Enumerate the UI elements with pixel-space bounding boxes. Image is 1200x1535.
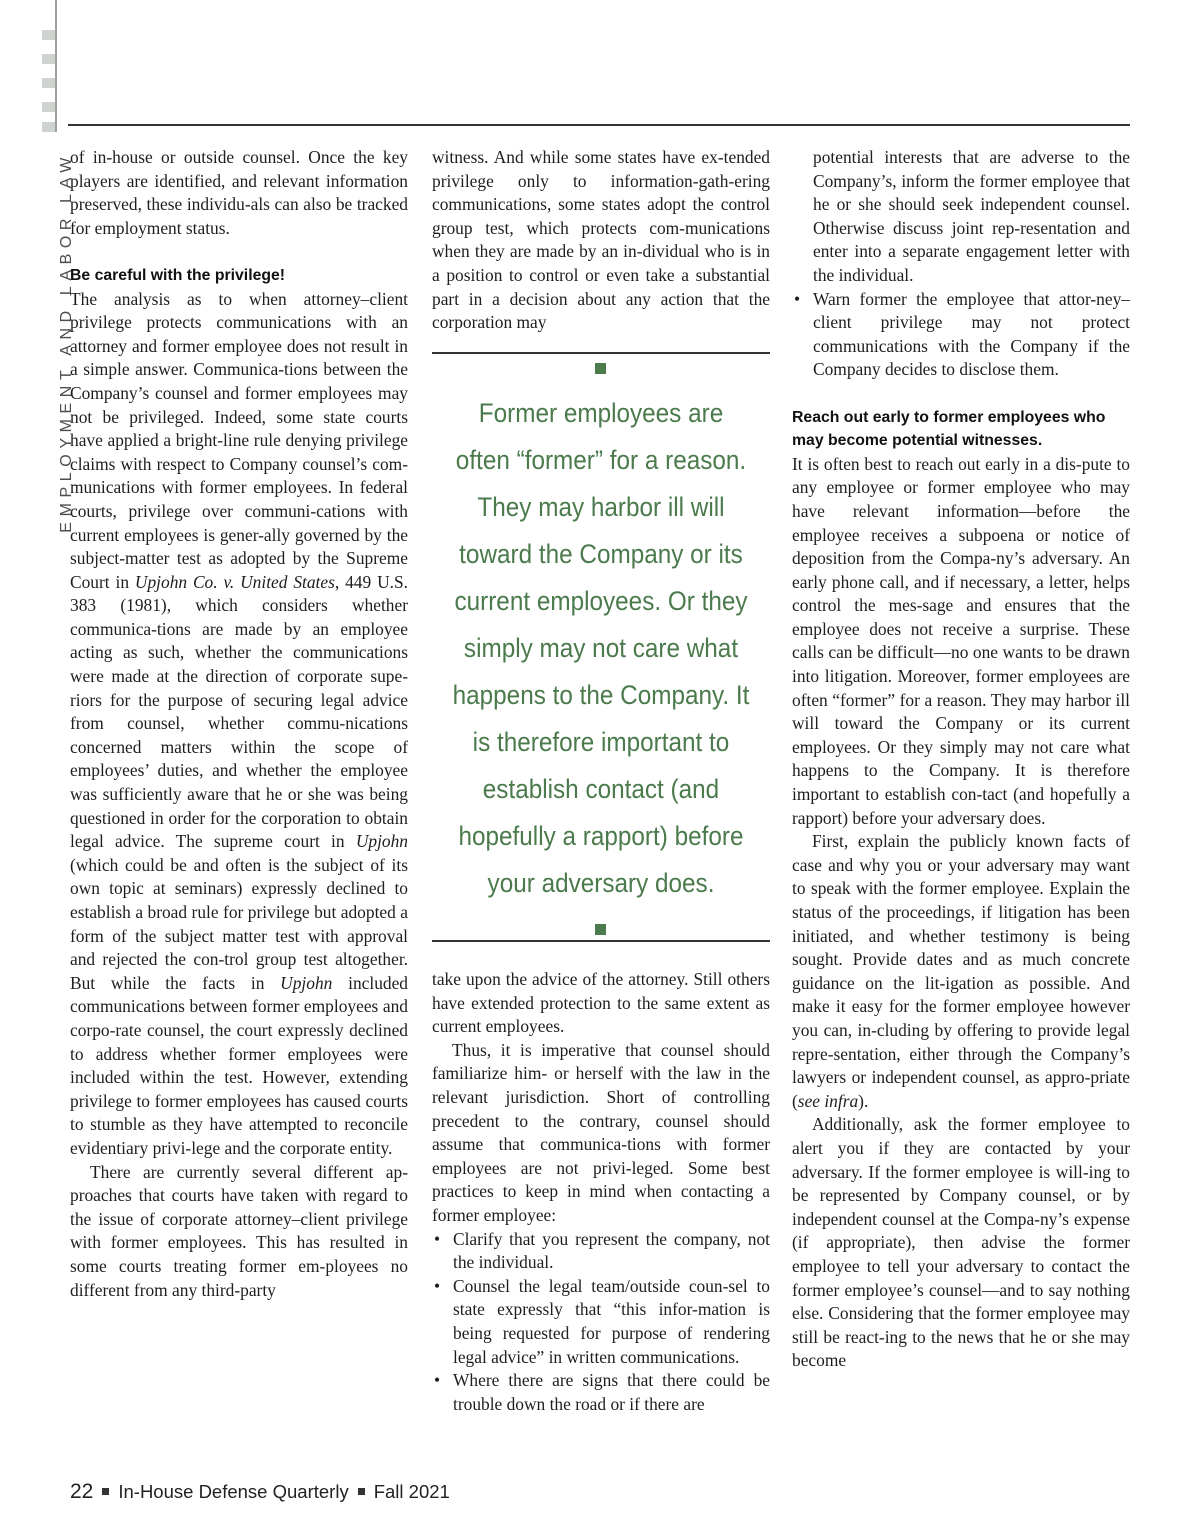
paragraph: Additionally, ask the former employee to alert you if they are contacted by your adversary. If the former employee is will-ing to be represented by Company counsel, or by independent counsel at the Compa-ny’s expense (if appropriate), then advise the former employee to tell your adversary to contact the former employee’s counsel—and to say nothing else. Considering that the former employee may still be react-ing to the news that he or she may become [792,1114,1130,1371]
case-citation: Upjohn [355,831,408,852]
column-2-continued [432,968,770,1416]
page-footer [70,1480,450,1504]
paragraph: The analysis as to when attorney–client privilege protects communications with an attorney and former employee does not result in a simple answer. Communica-tions between the Company’s counsel and former employees may not be privileged. Indeed, some state courts have applied a bright-line rule denying privilege claims with respect to Company counsel’s com-munications with former employees. In federal courts, privilege over communi-cations with current employees is gener-ally governed by the subject-matter test as adopted by the Supreme Court in Upjohn Co. v. United States, 449 U.S. 383 (1981), which considers whether communica-tions are made by an employee acting as such, whether the communications were made at the direction of corporate supe-riors for the purpose of securing legal advice from counsel, whether commu-nications concerned matters within the scope of employees’ duties, and whether the employee was sufficiently aware that he or she was being questioned in order for the corporation to obtain legal advice. The supreme court in Upjohn (which could be and often is the subject of its own topic at seminars) expressly declined to establish a broad rule for privilege but adopted a form of the subject matter test with approval and rejected the con-trol group test altogether. But while the facts in Upjohn included communications between former employees and corpo-rate counsel, the court expressly declined to address whether former employees were included within the test. However, extending privilege to former employees has caused courts to stumble as they have attempted to reconcile evidentiary privi-lege and the corporate entity. [70,288,409,1158]
separator-square-icon [358,1488,365,1495]
separator-square-icon [102,1488,109,1495]
column-1 [70,146,408,1302]
column-2 [432,146,770,335]
top-rule [68,124,1130,126]
list-item: • Counsel the legal team/outside coun-sel to state expressly that “this infor-mation is being requested for purpose of rendering legal advice” in written communications. [432,1275,770,1369]
section-heading: Reach out early to former employees who may become potential witnesses. [792,408,1106,450]
pullquote-square-icon [595,924,606,935]
list-item: • Where there are signs that there could be trouble down the road or if there are [432,1369,770,1416]
section-heading: Be careful with the privilege! [70,266,286,284]
publication-name: In-House Defense Quarterly [118,1481,349,1502]
side-ruler-decoration [42,0,56,132]
issue-date: Fall 2021 [373,1481,450,1502]
pullquote-top-rule [432,352,770,354]
list-item: • Clarify that you represent the company, not the individual. [432,1228,770,1275]
paragraph: It is often best to reach out early in a dis-pute to any employee or former employee who may have relevant information—before the employee receives a subpoena or notice of deposition from the Compa-ny’s adversary. An early phone call, and if necessary, a letter, helps control the mes-sage and ensures that the employee does not receive a surprise. These calls can be difficult—no one wants to be drawn into litigation. Moreover, former employees are often “former” for a reason. They may harbor ill will toward the Company or its current employees. Or they simply may not care what happens to the Company. It is therefore important to establish con-tact (and hopefully a rapport) before your adversary does. [792,453,1130,828]
paragraph: witness. And while some states have ex-tended privilege only to information-gath-ering communications, some states adopt the control group test, which protects com-munications when they are made by an in-dividual who is in a position to control or even take a substantial part in a decision about any action that the corporation may [432,147,770,333]
paragraph: There are currently several different ap-proaches that courts have taken with regard to the issue of corporate attorney–client privilege with former employees. This has resulted in some courts treating former em-ployees no different from any third-party [70,1161,408,1300]
pullquote-square-icon [595,363,606,374]
list-item: • Warn former the employee that attor-ney–client privilege may not protect communications with the Company if the Company decides to disclose them. [792,288,1130,382]
page-number: 22 [70,1480,94,1503]
best-practices-list-continued [792,146,1130,382]
paragraph: First, explain the publicly known facts of case and why you or your adversary may want to speak with the former employee. Explain the status of the proceedings, if litigation has been initiated, and whether testimony is being sought. Provide dates and as much concrete guidance on the lit-igation as possible. And make it easy for the former employee however you can, in-cluding by offering to provide legal repre-sentation, either through the Company’s lawyers or independent counsel, as appro-priate (see infra). [792,831,1130,1111]
citation: see infra [797,1090,859,1111]
list-item-continued: potential interests that are adverse to the Company’s, inform the former employee that he or she should seek independent counsel. Otherwise discuss joint rep-resentation and enter into a separate engagement letter with the individual. [813,147,1130,285]
paragraph: of in-house or outside counsel. Once the key players are identified, and relevant information preserved, these individu-als can also be tracked for employment status. [70,147,408,238]
pullquote: Former employees are often “former” for a reason. They may harbor ill will toward the Company or its current employees. Or they simply may not care what happens to the Company. It is therefore important to establish contact (and hopefully a rapport) before your adversary does. [452,398,750,898]
paragraph: take upon the advice of the attorney. Still others have extended protection to the same extent as current employees. [432,969,770,1037]
case-citation: Upjohn [280,972,333,993]
section-label: EMPLOYMENT AND LABOR LAW [58,152,75,533]
case-citation: Upjohn Co. v. United States [134,571,335,592]
paragraph: Thus, it is imperative that counsel should familiarize him- or herself with the law in the relevant jurisdiction. Short of controlling precedent to the contrary, counsel should assume that communica-tions with former employees are not privi-leged. Some best practices to keep in mind when contacting a former employee: [432,1039,770,1225]
column-3 [792,146,1130,1373]
best-practices-list [432,1228,770,1417]
pullquote-bottom-rule [432,940,770,942]
